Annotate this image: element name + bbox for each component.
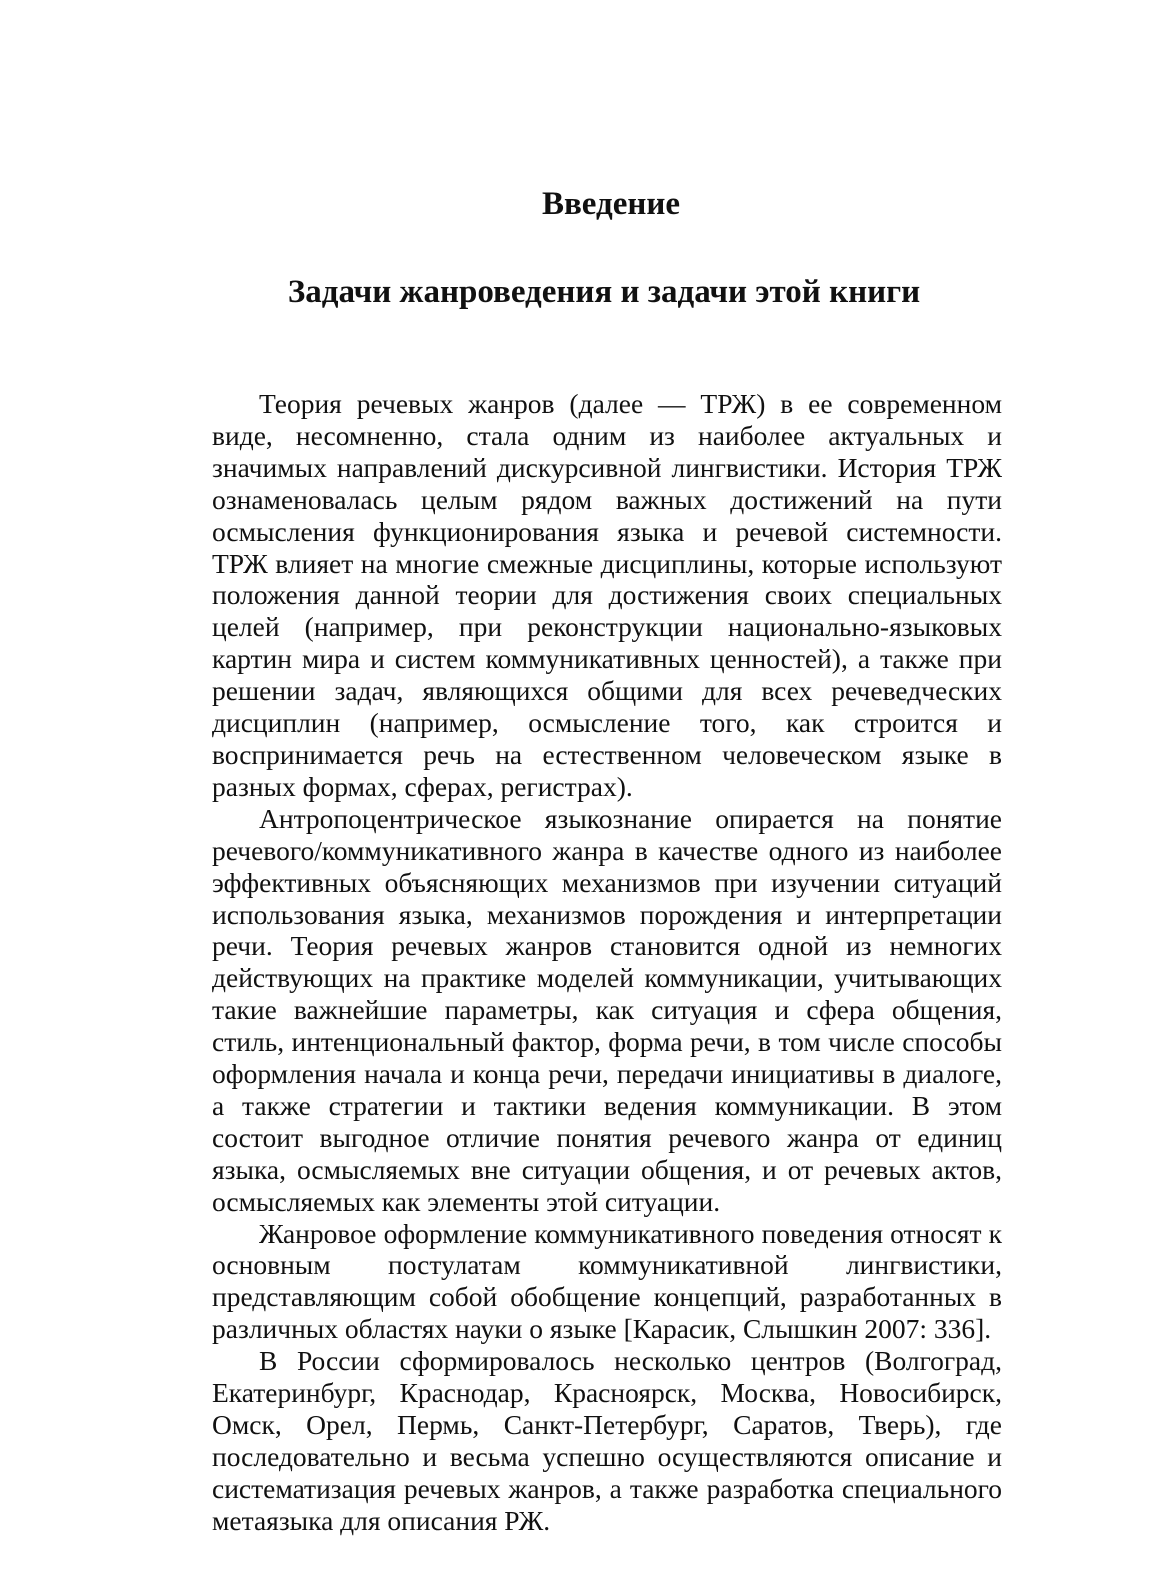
chapter-title: Введение: [541, 186, 681, 222]
section-title: Задачи жанроведения и задачи этой книги: [287, 274, 921, 310]
paragraph-4: В России сформировалось несколько центров (Волгоград, Екатеринбург, Краснодар, Красноярск, Москва, Новосибирск, Омск, Орел, Пермь, Санкт-Петербург, Саратов, Тверь), где последовательно и весьма успешно осуществляются описание и систематизация речевых жанров, а также разработка специального метаязыка для описания РЖ.: [212, 1345, 1002, 1536]
body-text: [212, 388, 1002, 1537]
paragraph-1: Теория речевых жанров (далее — ТРЖ) в ее современном виде, несомненно, стала одним из наиболее актуальных и значимых направлений дискурсивной лингвистики. История ТРЖ ознаменовалась целым рядом важных достижений на пути осмысления функционирования языка и речевой системности. ТРЖ влияет на многие смежные дисциплины, которые используют положения данной теории для достижения своих специальных целей (например, при реконструкции национально-языковых картин мира и систем коммуникативных ценностей), а также при решении задач, являющихся общими для всех речеведческих дисциплин (например, осмысление того, как строится и воспринимается речь на естественном человеческом языке в разных формах, сферах, регистрах).: [212, 388, 1002, 802]
paragraph-2: Антропоцентрическое языкознание опирается на понятие речевого/коммуникативного жанра в качестве одного из наиболее эффективных объясняющих механизмов при изучении ситуаций использования языка, механизмов порождения и интерпретации речи. Теория речевых жанров становится одной из немногих действующих на практике моделей коммуникации, учитывающих такие важнейшие параметры, как ситуация и сфера общения, стиль, интенциональный фактор, форма речи, в том числе способы оформления начала и конца речи, передачи инициативы в диалоге, а также стратегии и тактики ведения коммуникации. В этом состоит выгодное отличие понятия речевого жанра от единиц языка, осмысляемых вне ситуации общения, и от речевых актов, осмысляемых как элементы этой ситуации.: [212, 802, 1002, 1217]
paragraph-3: Жанровое оформление коммуникативного поведения относят к основным постулатам коммуникативной лингвистики, представляющим собой обобщение концепций, разработанных в различных областях науки о языке [Карасик, Слышкин 2007: 336].: [212, 1217, 1002, 1345]
